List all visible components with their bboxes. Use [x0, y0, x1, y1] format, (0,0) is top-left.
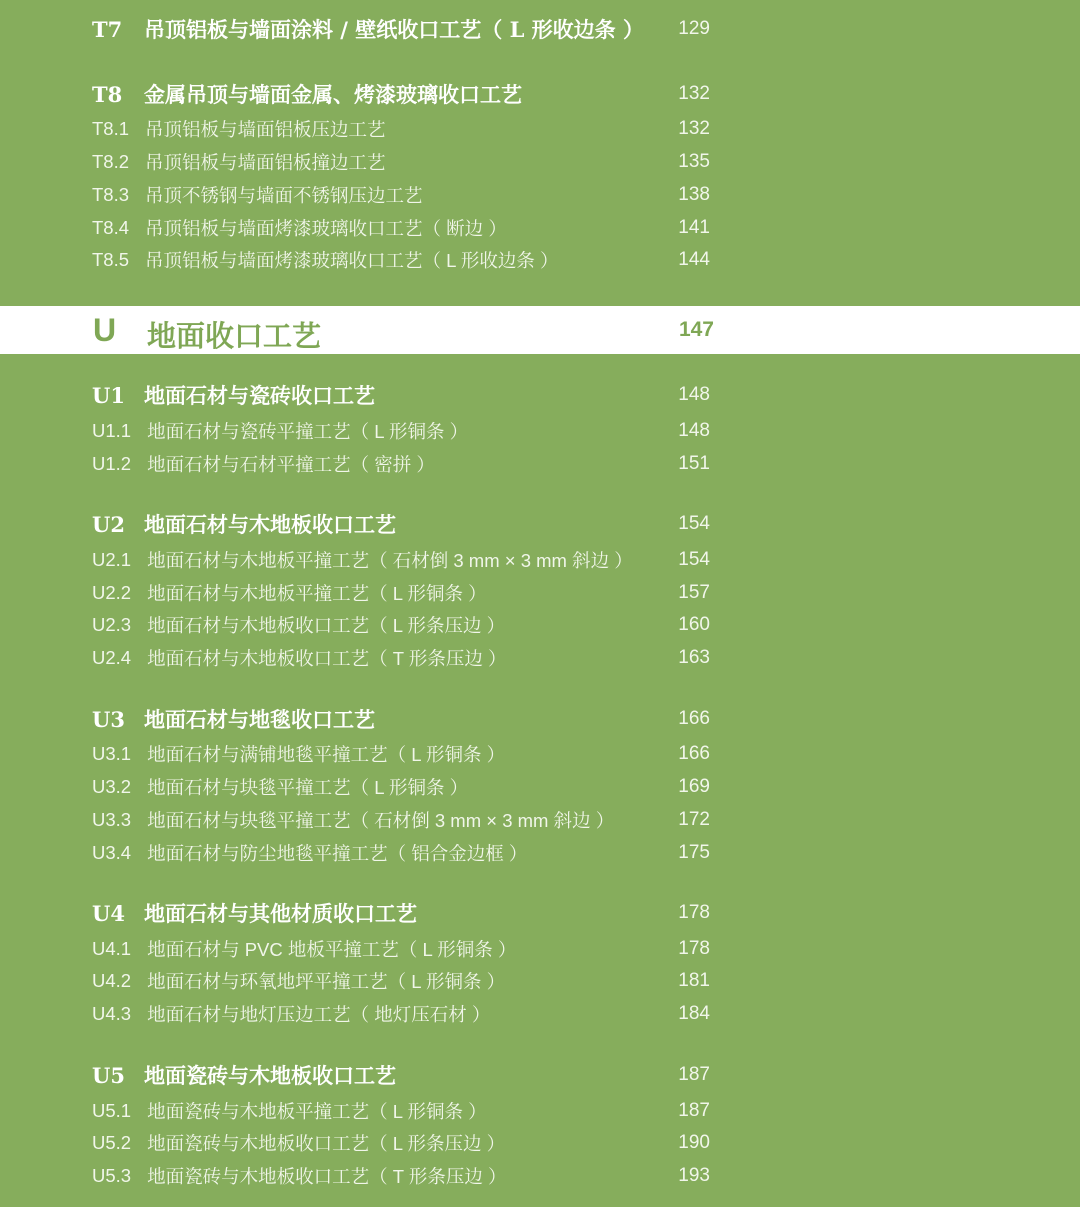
toc-page-number: 169 [678, 776, 710, 797]
toc-item-number: U5.2 [92, 1132, 132, 1153]
toc-item-title: 吊顶铝板与墙面烤漆玻璃收口工艺（ 断边 ） [145, 218, 507, 239]
toc-item-number: U3.2 [92, 776, 132, 797]
toc-page-number: 190 [678, 1132, 710, 1153]
toc-heading-title: 金属吊顶与墙面金属、烤漆玻璃收口工艺 [144, 82, 522, 107]
toc-item-number: U1.1 [92, 420, 132, 441]
toc-item-number: U4.2 [92, 970, 132, 991]
toc-heading-u3[interactable] [92, 704, 732, 734]
toc-item[interactable] [92, 1130, 732, 1156]
toc-page-number: 148 [678, 384, 710, 405]
toc-heading-t8[interactable] [92, 79, 732, 109]
toc-item-title: 地面石材与木地板平撞工艺（ 石材倒 3 mm × 3 mm 斜边 ） [147, 550, 633, 571]
toc-page-number: 154 [678, 513, 710, 534]
toc-item[interactable] [92, 936, 732, 962]
toc-page-number: 144 [678, 249, 710, 270]
toc-page-number: 184 [678, 1003, 710, 1024]
toc-item[interactable] [92, 1001, 732, 1027]
toc-heading-number: U3 [92, 706, 125, 732]
toc-heading-number: U4 [92, 900, 125, 926]
toc-item-number: U4.1 [92, 938, 132, 959]
toc-heading-t7[interactable] [92, 14, 732, 44]
toc-item[interactable] [92, 580, 732, 606]
toc-item[interactable] [92, 149, 732, 175]
toc-page-number: 154 [678, 549, 710, 570]
toc-item-title: 地面石材与环氧地坪平撞工艺（ L 形铜条 ） [147, 971, 506, 992]
toc-item[interactable] [92, 645, 732, 671]
toc-item-number: U2.4 [92, 647, 132, 668]
toc-page-number: 148 [678, 420, 710, 441]
toc-item-title: 地面石材与石材平撞工艺（ 密拼 ） [147, 454, 435, 475]
toc-item[interactable] [92, 840, 732, 866]
toc-item-title: 吊顶铝板与墙面烤漆玻璃收口工艺（ L 形收边条 ） [145, 250, 559, 271]
toc-item[interactable] [92, 116, 732, 142]
toc-item-title: 吊顶铝板与墙面铝板撞边工艺 [145, 152, 386, 173]
toc-item[interactable] [92, 547, 732, 573]
toc-item-title: 吊顶铝板与墙面铝板压边工艺 [145, 119, 386, 140]
toc-page-number: 135 [678, 151, 710, 172]
toc-item-title: 地面石材与防尘地毯平撞工艺（ 铝合金边框 ） [147, 843, 528, 864]
toc-item-number: T8.3 [92, 184, 130, 205]
toc-item[interactable] [92, 1098, 732, 1124]
toc-item-title: 地面石材与木地板收口工艺（ T 形条压边 ） [147, 648, 507, 669]
chapter-band-u[interactable] [0, 306, 1080, 354]
toc-page-number: 132 [678, 83, 710, 104]
chapter-number: U [93, 312, 117, 348]
toc-item[interactable] [92, 247, 732, 273]
toc-page-number: 187 [678, 1064, 710, 1085]
toc-heading-title: 吊顶铝板与墙面涂料 / 壁纸收口工艺（ L 形收边条 ） [144, 17, 644, 42]
toc-page-number: 132 [678, 118, 710, 139]
toc-page-number: 129 [678, 18, 710, 39]
toc-page-number: 141 [678, 217, 710, 238]
toc-item-number: U2.3 [92, 614, 132, 635]
toc-heading-title: 地面瓷砖与木地板收口工艺 [144, 1063, 396, 1088]
toc-heading-u4[interactable] [92, 898, 732, 928]
toc-item-title: 地面瓷砖与木地板收口工艺（ T 形条压边 ） [147, 1166, 507, 1187]
toc-item-number: U4.3 [92, 1003, 132, 1024]
toc-item[interactable] [92, 741, 732, 767]
toc-item-number: U5.3 [92, 1165, 132, 1186]
toc-heading-title: 地面石材与其他材质收口工艺 [144, 901, 417, 926]
toc-item-title: 地面石材与块毯平撞工艺（ 石材倒 3 mm × 3 mm 斜边 ） [147, 810, 615, 831]
toc-item[interactable] [92, 215, 732, 241]
toc-item[interactable] [92, 451, 732, 477]
toc-item-number: U5.1 [92, 1100, 132, 1121]
toc-item-title: 地面石材与木地板平撞工艺（ L 形铜条 ） [147, 583, 487, 604]
toc-item-title: 吊顶不锈钢与墙面不锈钢压边工艺 [145, 185, 423, 206]
toc-page-number: 138 [678, 184, 710, 205]
toc-item-title: 地面瓷砖与木地板收口工艺（ L 形条压边 ） [147, 1133, 506, 1154]
toc-item-number: U3.3 [92, 809, 132, 830]
toc-item[interactable] [92, 182, 732, 208]
toc-page-number: 166 [678, 708, 710, 729]
toc-heading-number: U5 [92, 1062, 125, 1088]
toc-item-title: 地面石材与 PVC 地板平撞工艺（ L 形铜条 ） [147, 939, 517, 960]
toc-item[interactable] [92, 1163, 732, 1189]
toc-item-number: U3.4 [92, 842, 132, 863]
toc-page-number: 151 [678, 453, 710, 474]
toc-item[interactable] [92, 774, 732, 800]
toc-item-number: T8.1 [92, 118, 130, 139]
toc-heading-number: T7 [92, 16, 123, 42]
toc-item-number: U2.1 [92, 549, 132, 570]
toc-item-number: U1.2 [92, 453, 132, 474]
toc-page-number: 193 [678, 1165, 710, 1186]
toc-item[interactable] [92, 418, 732, 444]
toc-item-number: T8.4 [92, 217, 130, 238]
toc-item-title: 地面石材与块毯平撞工艺（ L 形铜条 ） [147, 777, 469, 798]
toc-item-title: 地面瓷砖与木地板平撞工艺（ L 形铜条 ） [147, 1101, 487, 1122]
toc-page-number: 181 [678, 970, 710, 991]
toc-item-title: 地面石材与瓷砖平撞工艺（ L 形铜条 ） [147, 421, 469, 442]
toc-heading-number: U1 [92, 382, 125, 408]
toc-heading-number: T8 [92, 81, 123, 107]
toc-item-number: T8.2 [92, 151, 130, 172]
chapter-page-number: 147 [678, 318, 714, 341]
toc-page-number: 160 [678, 614, 710, 635]
toc-page-number: 163 [678, 647, 710, 668]
toc-item-number: T8.5 [92, 249, 130, 270]
toc-heading-title: 地面石材与木地板收口工艺 [144, 512, 396, 537]
toc-heading-title: 地面石材与瓷砖收口工艺 [144, 383, 375, 408]
toc-item-title: 地面石材与满铺地毯平撞工艺（ L 形铜条 ） [147, 744, 506, 765]
toc-item[interactable] [92, 968, 732, 994]
toc-page-number: 157 [678, 582, 710, 603]
toc-heading-u2[interactable] [92, 509, 732, 539]
toc-heading-u5[interactable] [92, 1060, 732, 1090]
toc-heading-u1[interactable] [92, 380, 732, 410]
toc-page-number: 166 [678, 743, 710, 764]
toc-page-number: 187 [678, 1100, 710, 1121]
toc-page-number: 175 [678, 842, 710, 863]
toc-item-number: U3.1 [92, 743, 132, 764]
toc-heading-title: 地面石材与地毯收口工艺 [144, 707, 375, 732]
toc-page-number: 178 [678, 902, 710, 923]
chapter-title: 地面收口工艺 [147, 321, 322, 353]
toc-item[interactable] [92, 612, 732, 638]
toc-item-title: 地面石材与地灯压边工艺（ 地灯压石材 ） [147, 1004, 491, 1025]
toc-item-title: 地面石材与木地板收口工艺（ L 形条压边 ） [147, 615, 506, 636]
toc-item[interactable] [92, 807, 732, 833]
toc-heading-number: U2 [92, 511, 125, 537]
toc-page-number: 178 [678, 938, 710, 959]
toc-page-number: 172 [678, 809, 710, 830]
toc-item-number: U2.2 [92, 582, 132, 603]
